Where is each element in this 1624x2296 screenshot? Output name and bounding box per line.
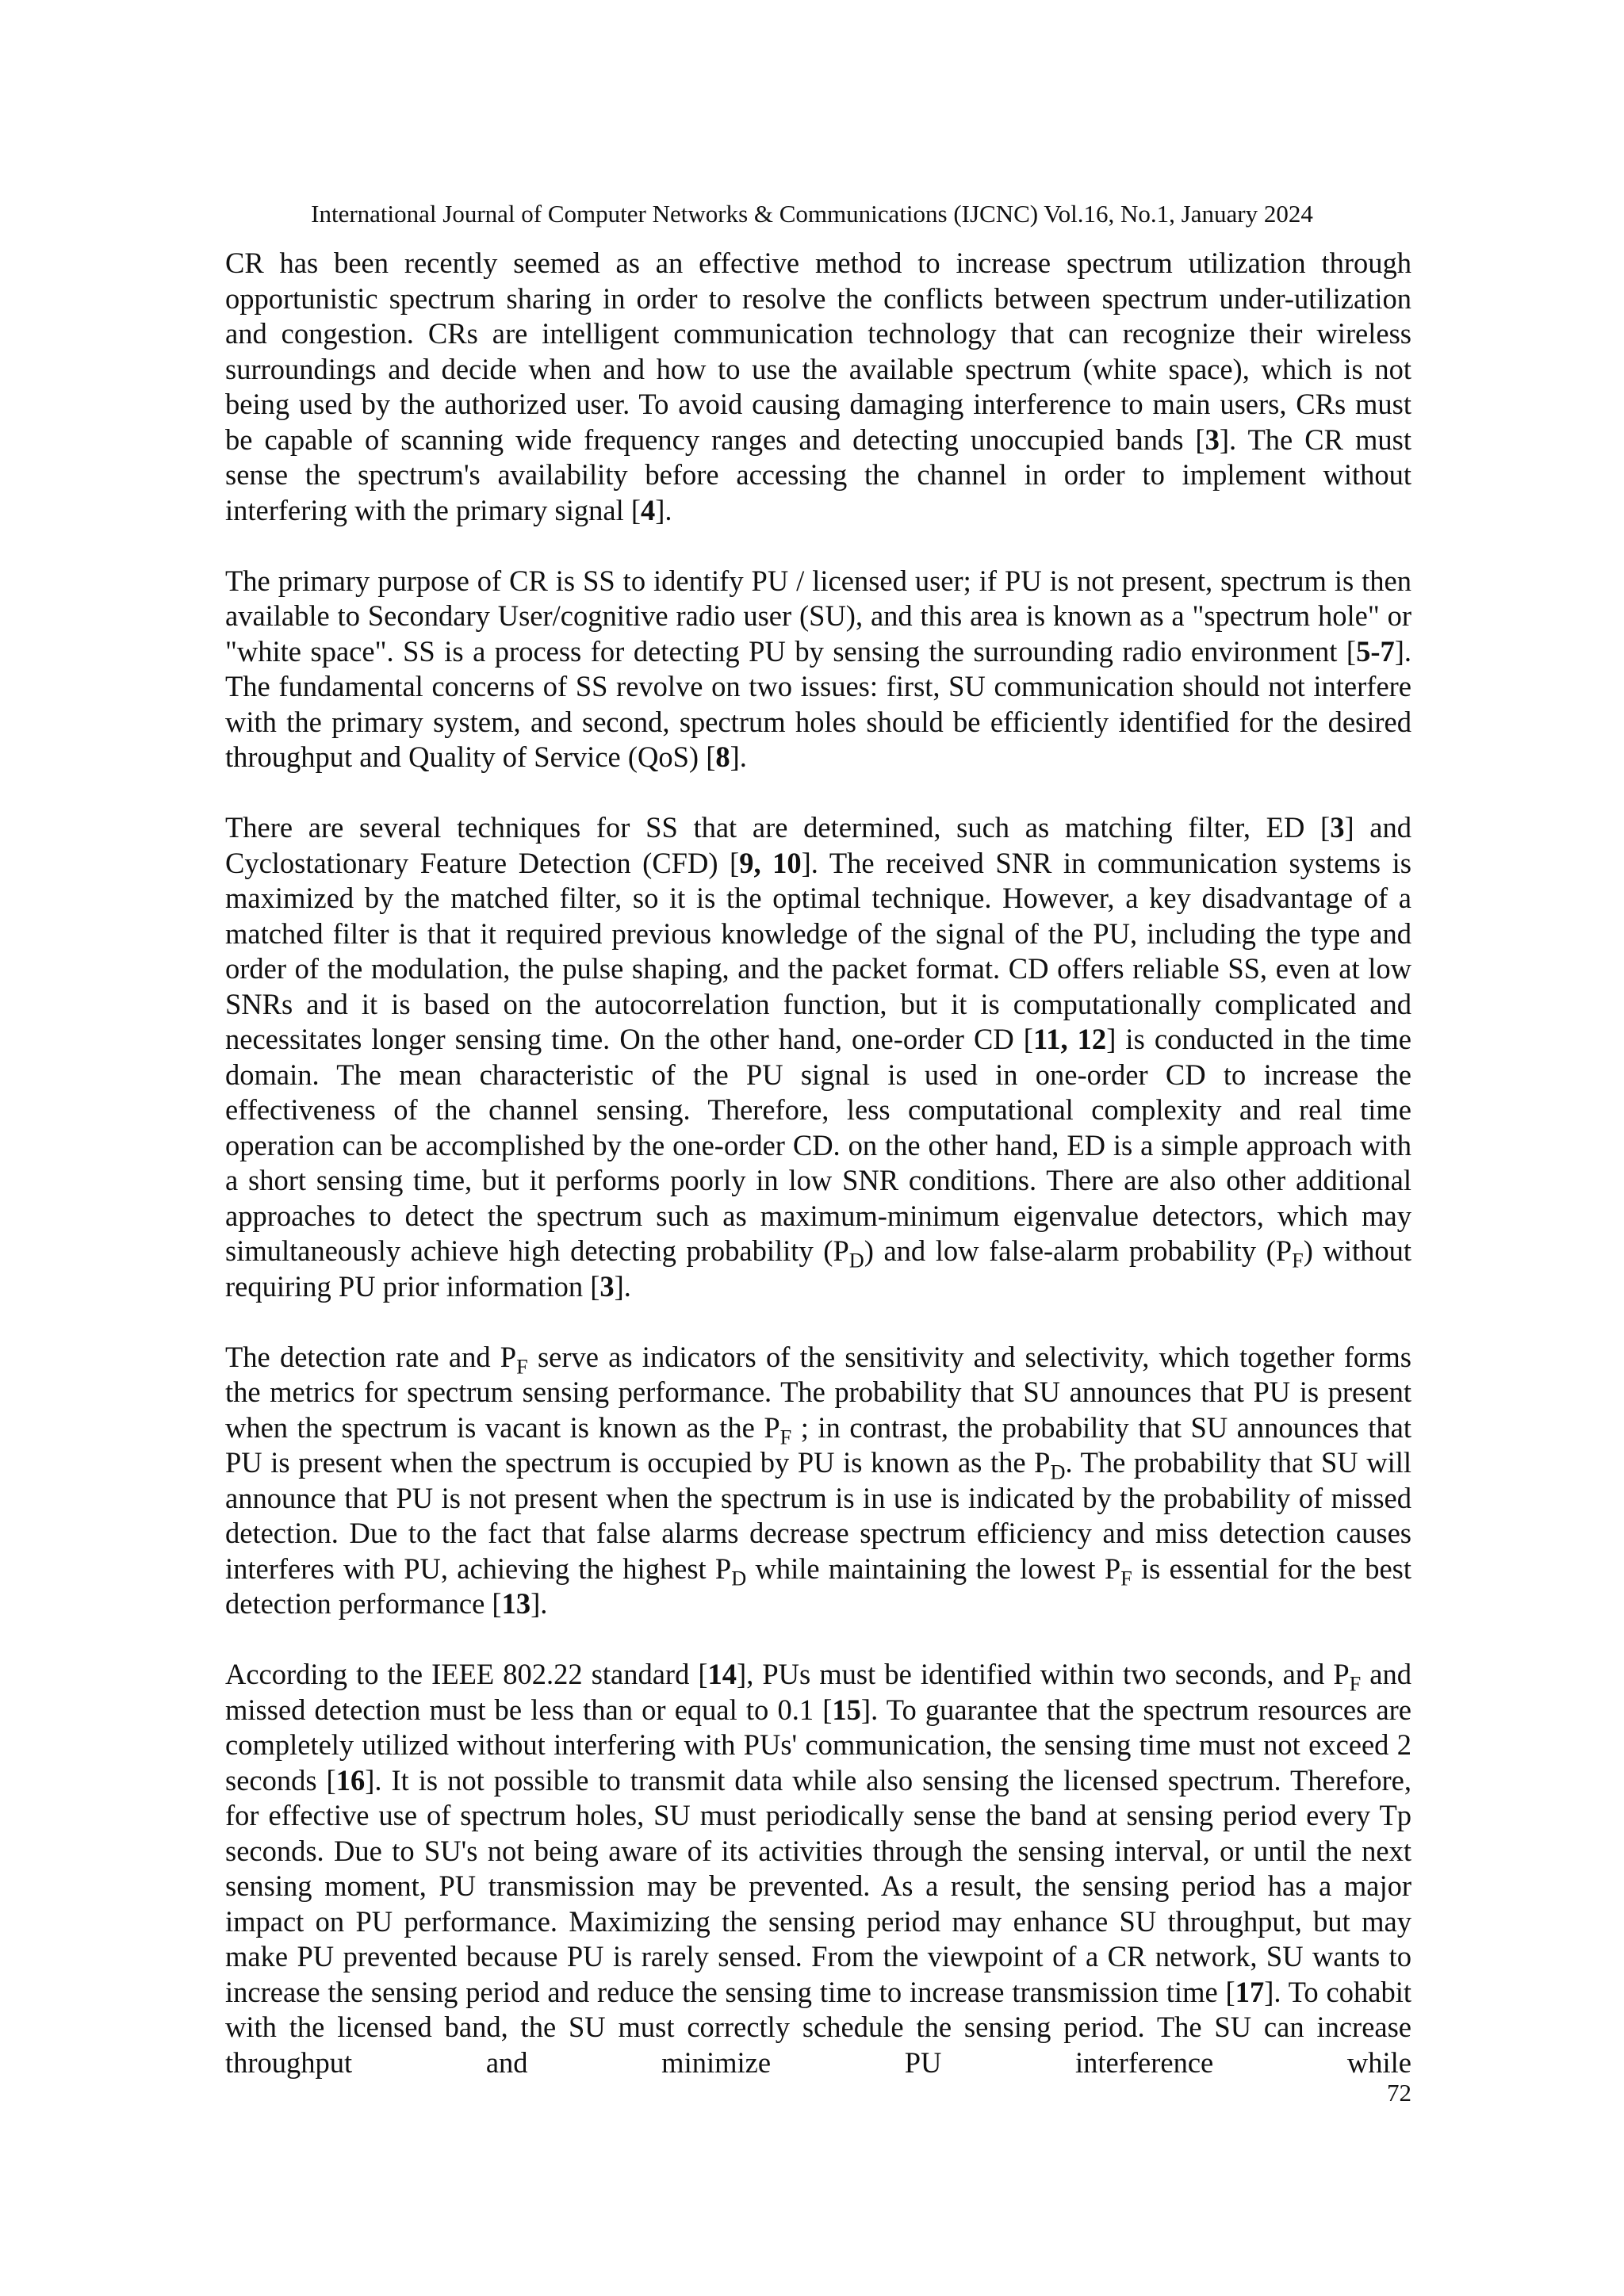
subscript: D <box>848 1249 864 1272</box>
citation-ref: 16 <box>335 1763 366 1797</box>
text-run: ; in contrast, the probability that SU announces that PU is present when the spectrum is occupied by PU is known as the P <box>225 1410 1411 1479</box>
citation-ref: 4 <box>641 493 656 526</box>
subscript: F <box>1292 1249 1304 1272</box>
text-run: ]. <box>655 493 672 526</box>
text-run: is essential for the best detection performance [ <box>225 1552 1411 1620</box>
subscript: F <box>1349 1672 1362 1696</box>
paragraph-5 <box>225 1657 1411 2080</box>
citation-ref: 15 <box>832 1693 861 1726</box>
text-run: ]. To cohabit with the licensed band, the SU must correctly schedule the sensing period. The SU can increase throughput and minimize PU interference while <box>225 1975 1411 2079</box>
text-run: According to the IEEE 802.22 standard [ <box>225 1658 708 1690</box>
text-run: ]. To guarantee that the spectrum resources are completely utilized without interfering with PUs' communication, the sensing time must not exceed 2 seconds [ <box>225 1693 1411 1797</box>
text-run: and missed detection must be less than or equal to 0.1 [ <box>225 1658 1411 1726</box>
citation-ref: 5-7 <box>1356 634 1395 668</box>
page-number: 72 <box>1387 2079 1411 2107</box>
text-run: There are several techniques for SS that are determined, such as matching filter, ED [ <box>225 811 1331 844</box>
citation-ref: 9, 10 <box>739 846 802 879</box>
paragraph-3 <box>225 810 1411 1304</box>
text-run: ]. <box>730 740 747 773</box>
text-run: The primary purpose of CR is SS to identify PU / licensed user; if PU is not present, spectrum is then available to Secondary User/cognitive radio user (SU), and this area is known as a "spectrum hole" or "white space". SS is a process for detecting PU by sensing the surrounding radio environment [ <box>225 564 1411 668</box>
citation-ref: 17 <box>1235 1975 1265 2008</box>
citation-ref: 3 <box>1205 423 1220 456</box>
subscript: D <box>1050 1460 1066 1484</box>
citation-ref: 8 <box>715 740 730 773</box>
text-run: CR has been recently seemed as an effective method to increase spectrum utilization through opportunistic spectrum sharing in order to resolve the conflicts between spectrum under-utilization and congestion. CRs are intelligent communication technology that can recognize their wireless surroundings and decide when and how to use the available spectrum (white space), which is not being used by the authorized user. To avoid causing damaging interference to main users, CRs must be capable of scanning wide frequency ranges and detecting unoccupied bands [ <box>225 247 1411 456</box>
citation-ref: 3 <box>1330 811 1345 844</box>
text-run: ]. The received SNR in communication systems is maximized by the matched filter, so it is the optimal technique. However, a key disadvantage of a matched filter is that it required previous knowledge of the signal of the PU, including the type and order of the modulation, the pulse shaping, and the packet format. CD offers reliable SS, even at low SNRs and it is based on the autocorrelation function, but it is computationally complicated and necessitates longer sensing time. On the other hand, one-order CD [ <box>225 846 1412 1055</box>
paragraph-1 <box>225 246 1411 528</box>
text-run: ]. The CR must sense the spectrum's availability before accessing the channel in order to implement without interfering with the primary signal [ <box>225 423 1411 526</box>
citation-ref: 14 <box>707 1658 737 1690</box>
citation-ref: 3 <box>599 1269 615 1303</box>
text-run: ], PUs must be identified within two seconds, and P <box>737 1658 1350 1690</box>
text-run: ) and low false-alarm probability (P <box>864 1234 1293 1267</box>
text-run: ]. <box>530 1587 548 1620</box>
subscript: F <box>779 1425 792 1448</box>
text-run: . The probability that SU will announce that PU is not present when the spectrum is in use is indicated by the probability of missed detection. Due to the fact that false alarms decrease spectrum efficiency and miss detection causes interferes with PU, achieving the highest P <box>225 1446 1411 1585</box>
citation-ref: 13 <box>501 1587 531 1620</box>
text-run: serve as indicators of the sensitivity and selectivity, which together forms the metrics for spectrum sensing performance. The probability that SU announces that PU is present when the spectrum is vacant is known as the P <box>225 1340 1411 1444</box>
text-run: The detection rate and P <box>225 1340 517 1373</box>
text-run: while maintaining the lowest P <box>746 1552 1121 1585</box>
text-run: ] and Cyclostationary Feature Detection (CFD) [ <box>225 811 1411 879</box>
citation-ref: 11, 12 <box>1032 1023 1107 1055</box>
text-run: ]. The fundamental concerns of SS revolve on two issues: first, SU communication should not interfere with the primary system, and second, spectrum holes should be efficiently identified for the desired throughput and Quality of Service (QoS) [ <box>225 634 1411 773</box>
text-run: ) without requiring PU prior information [ <box>225 1234 1412 1303</box>
text-run: ] is conducted in the time domain. The mean characteristic of the PU signal is used in one-order CD to increase the effectiveness of the channel sensing. Therefore, less computational complexity and real time operation can be accomplished by the one-order CD. on the other hand, ED is a simple approach with a short sensing time, but it performs poorly in low SNR conditions. There are also other additional approaches to detect the spectrum such as maximum-minimum eigenvalue detectors, which may simultaneously achieve high detecting probability (P <box>225 1023 1411 1267</box>
body-text <box>225 246 1411 2080</box>
subscript: F <box>516 1354 528 1378</box>
text-run: ]. <box>614 1269 631 1303</box>
subscript: D <box>731 1566 747 1590</box>
running-header: International Journal of Computer Networks & Communications (IJCNC) Vol.16, No.1, January 2024 <box>311 200 1313 228</box>
paragraph-4 <box>225 1340 1411 1622</box>
text-run: ]. It is not possible to transmit data while also sensing the licensed spectrum. Therefore, for effective use of spectrum holes, SU must periodically sense the band at sensing period every Tp seconds. Due to SU's not being aware of its activities through the sensing interval, or until the next sensing moment, PU transmission may be prevented. As a result, the sensing period has a major impact on PU performance. Maximizing the sensing period may enhance SU throughput, but may make PU prevented because PU is rarely sensed. From the viewpoint of a CR network, SU wants to increase the sensing period and reduce the sensing time to increase transmission time [ <box>225 1763 1411 2008</box>
subscript: F <box>1120 1566 1132 1590</box>
paragraph-2 <box>225 564 1411 775</box>
